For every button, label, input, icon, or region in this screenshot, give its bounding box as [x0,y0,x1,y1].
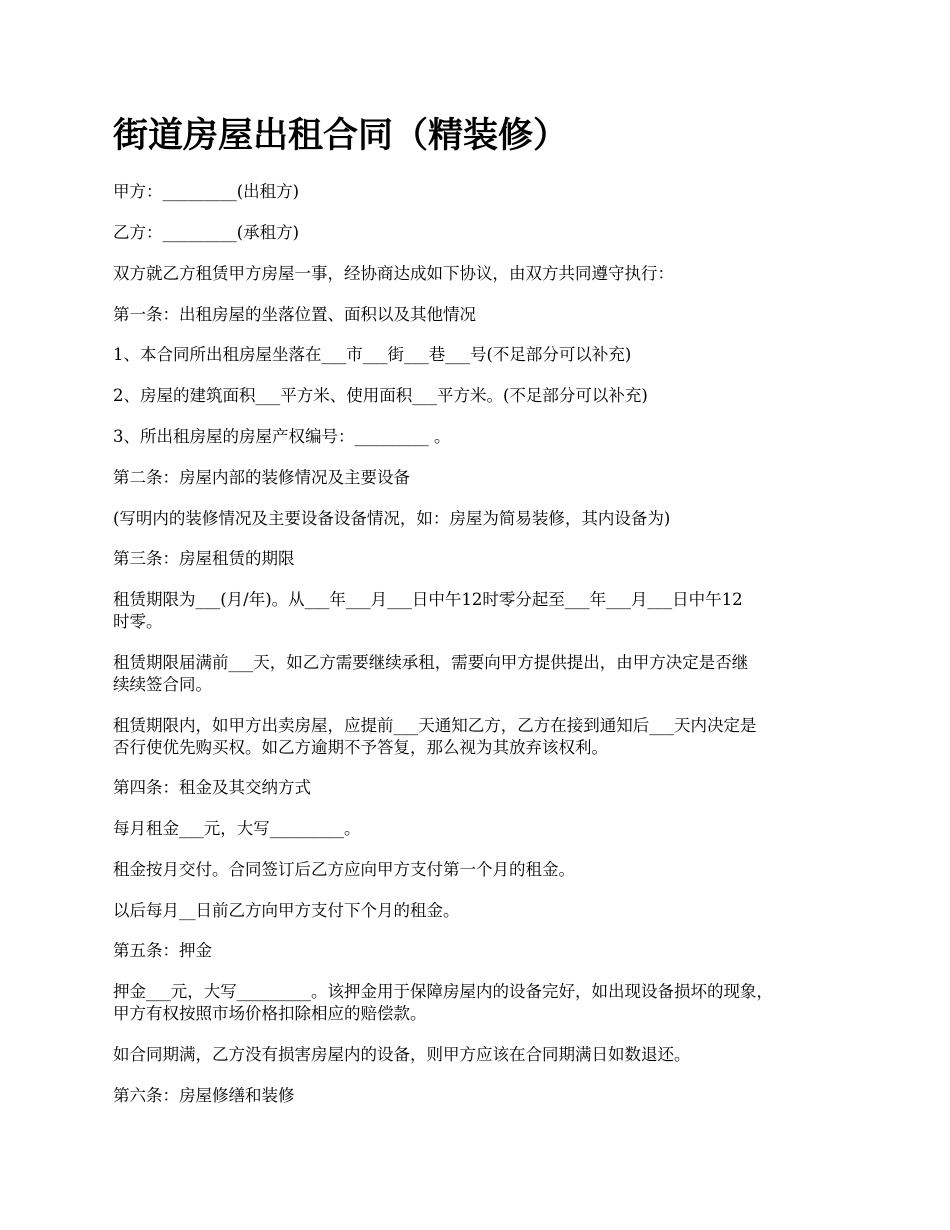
deposit-refund-line: 如合同期满，乙方没有损害房屋内的设备，则甲方应该在合同期满日如数退还。 [113,1045,691,1064]
article-6-heading: 第六条：房屋修缮和装修 [113,1086,295,1105]
lease-term-line-2: 时零。 [113,612,163,631]
article-1-item-3: 3、所出租房屋的房屋产权编号：_________ 。 [113,427,451,446]
article-1-item-2: 2、房屋的建筑面积___平方米、使用面积___平方米。(不足部分可以补充) [113,386,648,405]
agreement-intro: 双方就乙方租赁甲方房屋一事，经协商达成如下协议，由双方共同遵守执行： [113,264,674,283]
renewal-line-1: 租赁期限届满前___天，如乙方需要继续承租，需要向甲方提供提出，由甲方决定是否继 [113,653,749,672]
rent-schedule-line: 以后每月__日前乙方向甲方支付下个月的租金。 [113,901,460,920]
article-5-heading: 第五条：押金 [113,941,212,960]
document-title: 街道房屋出租合同（精装修） [113,115,569,156]
party-a-line: 甲方：_________(出租方) [113,182,300,201]
monthly-rent-line: 每月租金___元，大写_________。 [113,819,361,838]
deposit-line-2: 甲方有权按照市场价格扣除相应的赔偿款。 [113,1004,427,1023]
rent-payment-line: 租金按月交付。合同签订后乙方应向甲方支付第一个月的租金。 [113,860,575,879]
deposit-line-1: 押金___元，大写_________。该押金用于保障房屋内的设备完好，如出现设备损坏的现象， [113,982,773,1001]
preemption-line-1: 租赁期限内，如甲方出卖房屋，应提前___天通知乙方，乙方在接到通知后___天内决定是 [113,716,757,735]
article-2-heading: 第二条：房屋内部的装修情况及主要设备 [113,468,410,487]
renewal-line-2: 续续签合同。 [113,675,212,694]
article-1-item-1: 1、本合同所出租房屋坐落在___市___街___巷___号(不足部分可以补充) [113,345,632,364]
article-2-body: (写明内的装修情况及主要设备设备情况，如：房屋为简易装修，其内设备为) [113,509,671,528]
article-4-heading: 第四条：租金及其交纳方式 [113,778,311,797]
article-3-heading: 第三条：房屋租赁的期限 [113,549,295,568]
preemption-line-2: 否行使优先购买权。如乙方逾期不予答复，那么视为其放弃该权利。 [113,738,608,757]
party-b-line: 乙方：_________(承租方) [113,223,300,242]
article-1-heading: 第一条：出租房屋的坐落位置、面积以及其他情况 [113,305,476,324]
lease-term-line-1: 租赁期限为___(月/年)。从___年___月___日中午12时零分起至___年___月___日中午12 [113,590,743,609]
